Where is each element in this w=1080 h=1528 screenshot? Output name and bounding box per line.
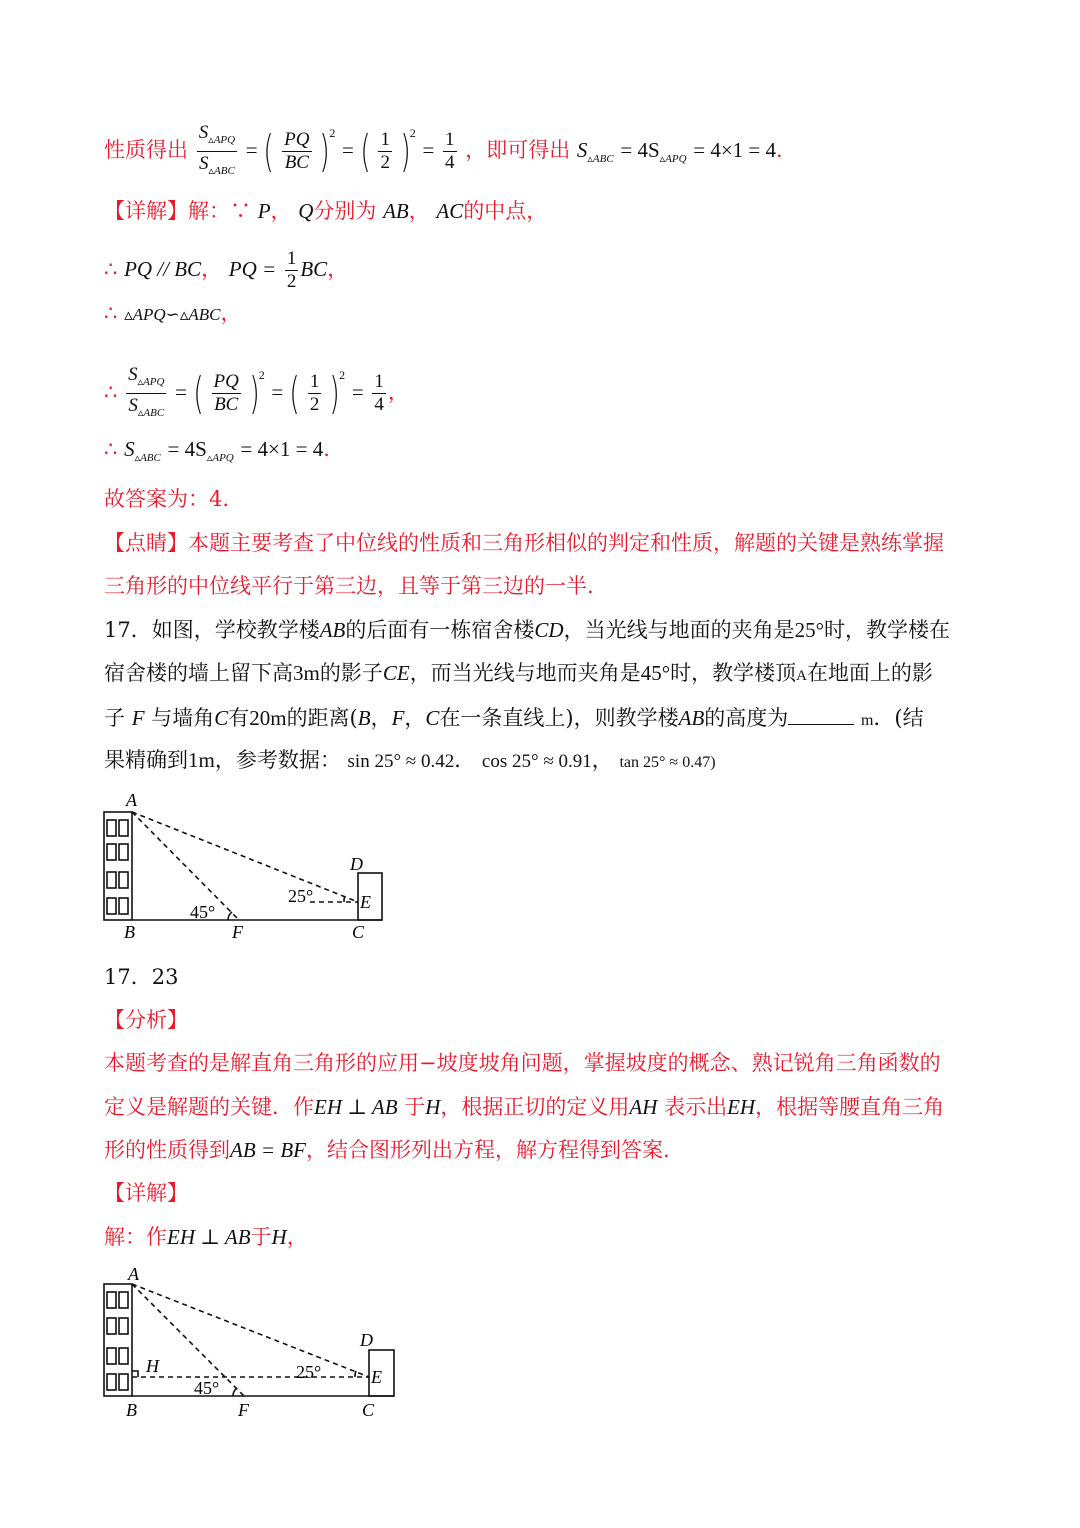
analysis-line-1: 本题考查的是解直角三角形的应用−坡度坡角问题，掌握坡度的概念、熟记锐角三角函数的 <box>104 1051 941 1075</box>
area-ratio-fraction: $\frac{S_{▵APQ}}{S_{▵ABC}}$ <box>198 122 236 177</box>
figure-2 <box>96 1262 406 1422</box>
label-C: C <box>362 1400 375 1420</box>
parallel-line: ∴ PQ // BC， PQ = $\frac{1}{2}$ BC， <box>104 248 349 292</box>
half-fraction: $\frac{1}{2}$ <box>286 248 297 292</box>
figure-1 <box>96 790 396 950</box>
analysis-line-2: 定义是解题的关键．作EH ⊥ AB 于H，根据正切的定义用AH 表示出EH，根据等腰直角三角 <box>104 1095 945 1119</box>
dianjing-line-1: 【点睛】本题主要考查了中位线的性质和三角形相似的判定和性质，解题的关键是熟练掌握 <box>104 531 944 555</box>
detail2-line: 解：作EH ⊥ AB于H， <box>104 1225 308 1249</box>
pq-bc-fraction: $\frac{PQ}{BC}$ <box>213 371 239 415</box>
answer-line: 故答案为：4. <box>104 487 230 511</box>
label-A: A <box>126 790 137 810</box>
label-B: B <box>124 922 135 942</box>
pq-bc-fraction: $\frac{PQ}{BC}$ <box>284 129 310 173</box>
light-ray-25 <box>132 812 358 902</box>
label-F: F <box>232 922 243 942</box>
label-D: D <box>360 1330 373 1350</box>
dianjing-line-2: 三角形的中位线平行于第三边，且等于第三边的一半. <box>104 574 594 598</box>
question-17-line-4: 果精确到1m，参考数据： sin 25° ≈ 0.42． cos 25° ≈ 0.91， tan 25° ≈ 0.47) <box>104 748 716 772</box>
area-result-line: ∴ $S_{▵ABC} = 4S_{▵APQ} = 4\times 1 = 4$. <box>104 437 330 465</box>
answer-17: 17．23 <box>104 965 179 989</box>
quarter-fraction: $\frac{1}{4}$ <box>445 129 455 173</box>
label-A: A <box>128 1264 139 1284</box>
area-ratio-fraction: $\frac{S_{▵APQ}}{S_{▵ABC}}$ <box>128 364 165 419</box>
angle-25-label: 25° <box>296 1362 322 1382</box>
label-E: E <box>371 1367 382 1387</box>
light-ray-45 <box>132 1284 244 1396</box>
half-fraction: $\frac{1}{2}$ <box>380 129 390 173</box>
angle-45-label: 45° <box>194 1378 220 1398</box>
light-ray-45 <box>132 812 239 920</box>
question-17-line-1: 17．如图，学校教学楼AB的后面有一栋宿舍楼CD，当光线与地面的夹角是25°时，教学楼在 <box>104 618 950 642</box>
light-ray-25 <box>132 1284 369 1377</box>
analysis-label: 【分析】 <box>104 1008 188 1032</box>
similar-line: ∴ ▵APQ∽▵ABC， <box>104 301 242 325</box>
label-D: D <box>350 854 363 874</box>
label-B: B <box>126 1400 137 1420</box>
question-17-line-2: 宿舍楼的墙上留下高3m的影子CE，而当光线与地而夹角是45°时，教学楼顶A在地面上的影 <box>104 661 933 685</box>
question-17-line-3: 子 F 与墙角C有20m的距离(B，F，C在一条直线上)，则教学楼AB的高度为 m．(结 <box>104 702 924 736</box>
property-line: 性质得出 $\frac{S_{▵APQ}}{S_{▵ABC}}$ = ( $\frac{PQ}{BC}$ )$^2$ = ( $\frac{1}{2}$ )$^2$ = $\frac{1}{4}$ ，即可得出 $S_{▵ABC} = 4S_{▵APQ} = 4\times 1 = 4$. <box>104 118 783 182</box>
analysis-line-3: 形的性质得到AB = BF，结合图形列出方程，解方程得到答案. <box>104 1138 670 1162</box>
label-E: E <box>360 892 371 912</box>
answer-blank[interactable] <box>788 702 854 725</box>
quarter-fraction: $\frac{1}{4}$ <box>374 371 384 415</box>
label-C: C <box>352 922 365 942</box>
angle-25-label: 25° <box>288 886 314 906</box>
detail-line: 【详解】解：∵ P， Q分别为 AB， AC的中点， <box>104 199 548 223</box>
angle-45-label: 45° <box>190 902 216 922</box>
detail2-label: 【详解】 <box>104 1181 188 1205</box>
ratio-line: ∴ $\frac{S_{▵APQ}}{S_{▵ABC}}$ = ( $\frac{PQ}{BC}$ )$^2$ = ( $\frac{1}{2}$ )$^2$ = $\frac{1}{4}$ ， <box>104 360 409 424</box>
half-fraction: $\frac{1}{2}$ <box>309 371 320 415</box>
label-F: F <box>238 1400 249 1420</box>
label-H: H <box>146 1356 159 1376</box>
